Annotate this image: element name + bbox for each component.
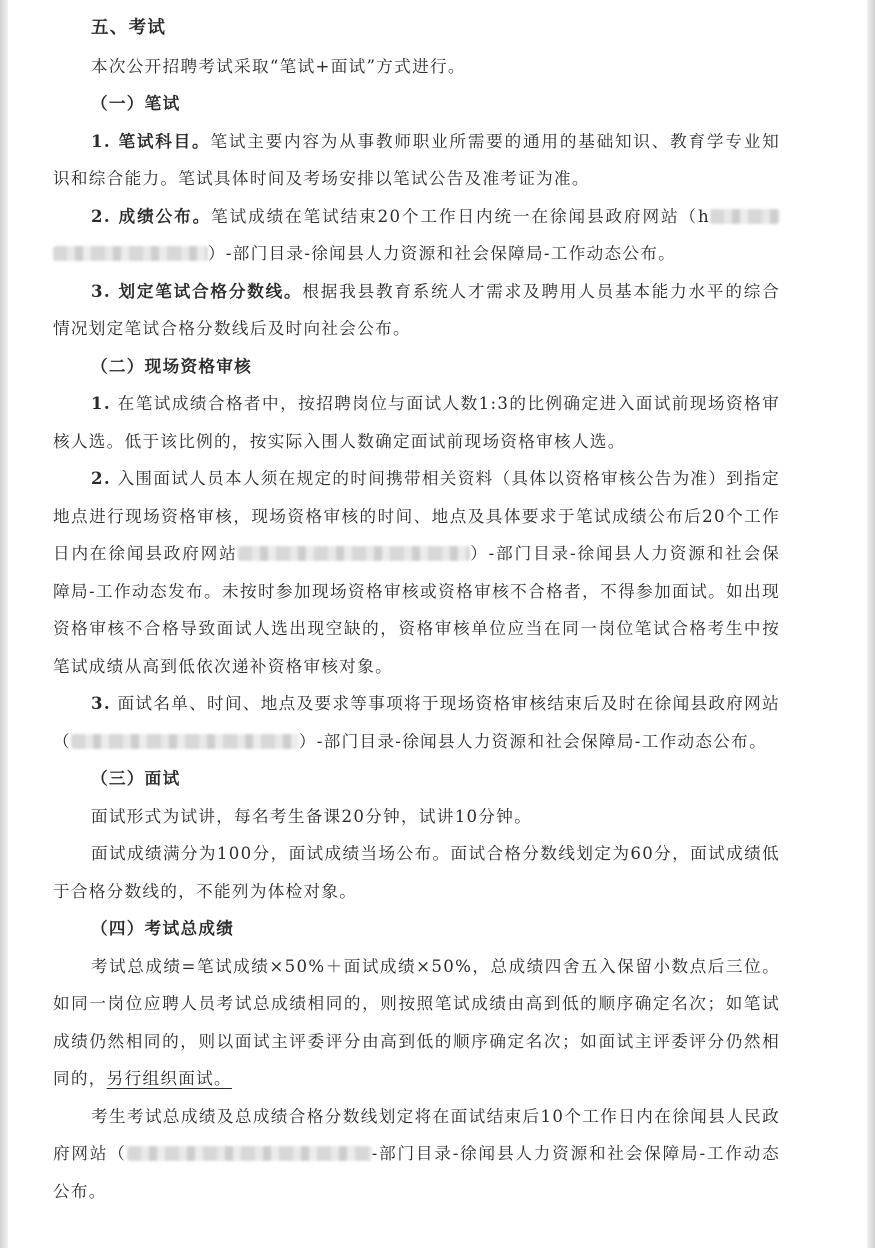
redacted-url [127, 1146, 372, 1161]
written-exam-heading: （一）笔试 [91, 93, 181, 113]
review-item-3-text-b: ）-部门目录-徐闻县人力资源和社会保障局-工作动态公布。 [298, 731, 767, 751]
written-subjects-text: 笔试主要内容为从事教师职业所需要的通用的基础知识、教育学专业知识和综合能力。笔试具体时间及考场安排以笔试公告及准考证为准。 [53, 131, 780, 188]
review-item-1-text: 在笔试成绩合格者中，按招聘岗位与面试人数1:3的比例确定进入面试前现场资格审核人选。低于该比例的，按实际入围人数确定面试前现场资格审核人选。 [53, 394, 780, 451]
underlined-phrase: 另行组织面试。 [106, 1069, 232, 1088]
redacted-url [238, 546, 470, 561]
written-passline-lead: 3. 划定笔试合格分数线。 [91, 280, 303, 301]
total-score-formula-text: 考试总成绩=笔试成绩×50%＋面试成绩×50%，总成绩四舍五入保留小数点后三位。如同一岗位应聘人员考试总成绩相同的，则按照笔试成绩由高到低的顺序确定名次；如笔试成绩仍然相同的，则以面试主评委评分由高到低的顺序确定名次；如面试主评委评分仍然相同的， [53, 956, 780, 1088]
review-heading: （二）现场资格审核 [91, 355, 253, 376]
redacted-url [710, 209, 780, 224]
interview-score-paragraph: 面试成绩满分为100分，面试成绩当场公布。面试合格分数线划定为60分，面试成绩低于合格分数线的，不能列为体检对象。 [53, 844, 780, 901]
review-item-2-text-a: 入围面试人员本人须在规定的时间携带相关资料（具体以资格审核公告为准）到指定地点进行现场资格审核，现场资格审核的时间、地点及具体要求于笔试成绩公布后20个工作日内在徐闻县政府网站 [53, 469, 780, 563]
review-item-3-text-a: 面试名单、时间、地点及要求等事项将于现场资格审核结束后及时在徐闻县政府网站（ [53, 694, 780, 751]
written-passline-text: 根据我县教育系统人才需求及聘用人员基本能力水平的综合情况划定笔试合格分数线后及时向社会公布。 [53, 281, 780, 338]
written-scores-paragraph [53, 198, 780, 273]
total-score-formula-paragraph [53, 948, 780, 1098]
section-title: 五、考试 [91, 18, 167, 38]
total-score-publish-text-b: -部门目录-徐闻县人力资源和社会保障局-工作动态公布。 [53, 1144, 780, 1201]
intro-paragraph: 本次公开招聘考试采取“笔试+面试”方式进行。 [91, 56, 466, 76]
review-item-2 [53, 460, 780, 685]
total-score-heading: （四）考试总成绩 [91, 918, 235, 938]
total-score-publish-paragraph [53, 1098, 780, 1211]
written-scores-text-b: ）-部门目录-徐闻县人力资源和社会保障局-工作动态公布。 [208, 244, 677, 263]
written-passline-paragraph [53, 273, 780, 348]
review-item-2-text-b: ）-部门目录-徐闻县人力资源和社会保障局-工作动态发布。未按时参加现场资格审核或资格审核不合格者，不得参加面试。如出现资格审核不合格导致面试人选出现空缺的，资格审核单位应当在同一岗位笔试合格考生中按笔试成绩从高到低依次递补资格审核对象。 [53, 544, 780, 676]
redacted-url [71, 734, 299, 749]
left-frame-edge [0, 0, 8, 1248]
review-item-3 [53, 685, 780, 760]
redacted-url [53, 246, 208, 261]
written-subjects-paragraph [53, 123, 780, 198]
review-item-3-lead: 3. [91, 693, 111, 713]
interview-heading: （三）面试 [91, 768, 181, 788]
review-item-2-lead: 2. [91, 468, 111, 488]
written-scores-text-a: 笔试成绩在笔试结束20个工作日内统一在徐闻县政府网站（h [211, 206, 710, 226]
written-scores-lead: 2. 成绩公布。 [91, 205, 212, 226]
document-body [53, 10, 780, 1210]
right-frame-edge [867, 0, 875, 1248]
review-item-1-lead: 1. [91, 393, 111, 413]
interview-format-paragraph: 面试形式为试讲，每名考生备课20分钟，试讲10分钟。 [91, 806, 533, 826]
review-item-1 [53, 385, 780, 460]
written-subjects-lead: 1. 笔试科目。 [91, 130, 211, 151]
total-score-publish-text-a: 考生考试总成绩及总成绩合格分数线划定将在面试结束后10个工作日内在徐闻县人民政府网站（ [53, 1106, 780, 1163]
